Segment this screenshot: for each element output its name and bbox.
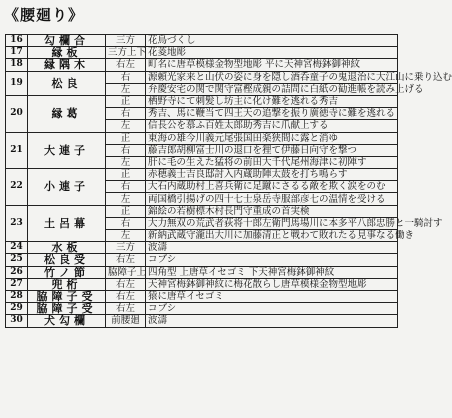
part-name: 土呂幕 bbox=[28, 205, 106, 242]
description-cell: 波濤 bbox=[146, 315, 398, 327]
table-row bbox=[6, 290, 398, 302]
table-row bbox=[6, 315, 398, 327]
part-name: 縁隅木 bbox=[28, 59, 106, 71]
description-cell: 波濤 bbox=[146, 242, 398, 254]
table-row bbox=[6, 59, 398, 71]
part-name: 脇障子受 bbox=[28, 303, 106, 315]
position-cell: 三方 bbox=[106, 35, 146, 47]
part-name: 縁葛 bbox=[28, 95, 106, 132]
part-name: 松良受 bbox=[28, 254, 106, 266]
position-cell: 左 bbox=[106, 83, 146, 95]
position-cell: 右 bbox=[106, 181, 146, 193]
table-row bbox=[6, 71, 398, 83]
description-cell: コブシ bbox=[146, 254, 398, 266]
table-row bbox=[6, 35, 398, 47]
position-cell: 右左 bbox=[106, 290, 146, 302]
parts-table bbox=[5, 34, 452, 328]
row-number: 27 bbox=[6, 278, 28, 290]
description-cell: 源頼光家来と山伏の姿に身を隠し酒呑童子の鬼退治に大江山に乗り込む bbox=[146, 71, 398, 83]
table-row bbox=[6, 266, 398, 278]
position-cell: 右 bbox=[106, 71, 146, 83]
part-name: 松良 bbox=[28, 71, 106, 95]
description-cell: 両国橋引揚げの四十七士泉岳寺服部彦七の温情を受ける bbox=[146, 193, 398, 205]
position-cell: 左 bbox=[106, 230, 146, 242]
description-cell: 町名に唐草模様金物型地彫 平に天神宮梅鉢御神紋 bbox=[146, 59, 398, 71]
table-row bbox=[6, 132, 398, 144]
part-name: 竹ノ節 bbox=[28, 266, 106, 278]
row-number: 26 bbox=[6, 266, 28, 278]
part-name: 縁板 bbox=[28, 47, 106, 59]
part-name: 大連子 bbox=[28, 132, 106, 169]
row-number: 19 bbox=[6, 71, 28, 95]
description-cell: 藤吉郎胡柳富士川の退口を狸て伊藤日向守を撃つ bbox=[146, 144, 398, 156]
part-name: 勾欄合 bbox=[28, 35, 106, 47]
position-cell: 正 bbox=[106, 205, 146, 217]
table-row bbox=[6, 95, 398, 107]
position-cell: 三方 bbox=[106, 242, 146, 254]
position-cell: 三方上下 bbox=[106, 47, 146, 59]
part-name: 犬勾欄 bbox=[28, 315, 106, 327]
table-row bbox=[6, 254, 398, 266]
description-cell: 四角型 上唐草イセゴミ 下天神宮梅鉢御神紋 bbox=[146, 266, 398, 278]
position-cell: 正 bbox=[106, 132, 146, 144]
description-cell: 肝に毛の生えた猛将の前田大千代尾州海津に初陣す bbox=[146, 156, 398, 168]
table-row bbox=[6, 303, 398, 315]
row-number: 30 bbox=[6, 315, 28, 327]
page-title: 《腰廻り》 bbox=[4, 6, 85, 24]
position-cell: 右 bbox=[106, 144, 146, 156]
row-number: 29 bbox=[6, 303, 28, 315]
table-body bbox=[6, 34, 452, 328]
row-number: 23 bbox=[6, 205, 28, 242]
position-cell: 脇障子上 bbox=[106, 266, 146, 278]
position-cell: 右左 bbox=[106, 303, 146, 315]
part-name: 小連子 bbox=[28, 169, 106, 206]
row-number: 28 bbox=[6, 290, 28, 302]
position-cell: 右 bbox=[106, 217, 146, 229]
description-cell: 秀吉、馬に鞭当て四王天の追撃を振り廣徳寺に難を逃れる bbox=[146, 108, 398, 120]
description-cell: 弁慶安宅の関で関守富樫成親の詰問に白紙の勧進帳を読み上げる bbox=[146, 83, 398, 95]
row-number: 22 bbox=[6, 169, 28, 206]
table-row bbox=[6, 169, 398, 181]
description-cell: 花菱地彫 bbox=[146, 47, 398, 59]
position-cell: 右左 bbox=[106, 254, 146, 266]
table-row bbox=[6, 278, 398, 290]
position-cell: 正 bbox=[106, 169, 146, 181]
row-number: 25 bbox=[6, 254, 28, 266]
description-cell: 大力無双の荒武者荻将十郎左衛門馬場川に本多平八郎忠勝と一騎討す bbox=[146, 217, 398, 229]
description-cell: 錦絵の若樹標木村長門守重成の首実検 bbox=[146, 205, 398, 217]
position-cell: 正 bbox=[106, 95, 146, 107]
description-cell: 猿に唐草イセゴミ bbox=[146, 290, 398, 302]
row-number: 21 bbox=[6, 132, 28, 169]
row-number: 24 bbox=[6, 242, 28, 254]
position-cell: 左 bbox=[106, 156, 146, 168]
description-cell: 赤穂義士吉良邸討入内蔵助陣太鼓を打ち鳴らす bbox=[146, 169, 398, 181]
table-row bbox=[6, 205, 398, 217]
row-number: 16 bbox=[6, 35, 28, 47]
row-number: 17 bbox=[6, 47, 28, 59]
position-cell: 前腰廻 bbox=[106, 315, 146, 327]
position-cell: 右 bbox=[106, 108, 146, 120]
description-cell: コブシ bbox=[146, 303, 398, 315]
description-cell: 天神宮梅鉢御神紋に梅花散らし唐草模様金物型地彫 bbox=[146, 278, 398, 290]
position-cell: 左 bbox=[106, 120, 146, 132]
part-name: 兜桁 bbox=[28, 278, 106, 290]
description-cell: 信長公を慕ふ百姓太郎助秀吉に爪献上する bbox=[146, 120, 398, 132]
description-cell: 新納武蔵守瀧出大川に加藤清正と戦わて敗れたる見事なる働き bbox=[146, 230, 398, 242]
part-name: 脇障子受 bbox=[28, 290, 106, 302]
position-cell: 左 bbox=[106, 193, 146, 205]
description-cell: 東海の雄今川義元尾張国田楽狭間に露と消ゆ bbox=[146, 132, 398, 144]
row-number: 20 bbox=[6, 95, 28, 132]
part-name: 水板 bbox=[28, 242, 106, 254]
description-cell: 花鳥づくし bbox=[146, 35, 398, 47]
description-cell: 栖野寺にて刺髪し坊主に化け難を逃れる秀吉 bbox=[146, 95, 398, 107]
row-number: 18 bbox=[6, 59, 28, 71]
position-cell: 右左 bbox=[106, 278, 146, 290]
position-cell: 右左 bbox=[106, 59, 146, 71]
description-cell: 大石内蔵助村上喜兵衛に足蹴にさるる敵を欺く涙をのむ bbox=[146, 181, 398, 193]
